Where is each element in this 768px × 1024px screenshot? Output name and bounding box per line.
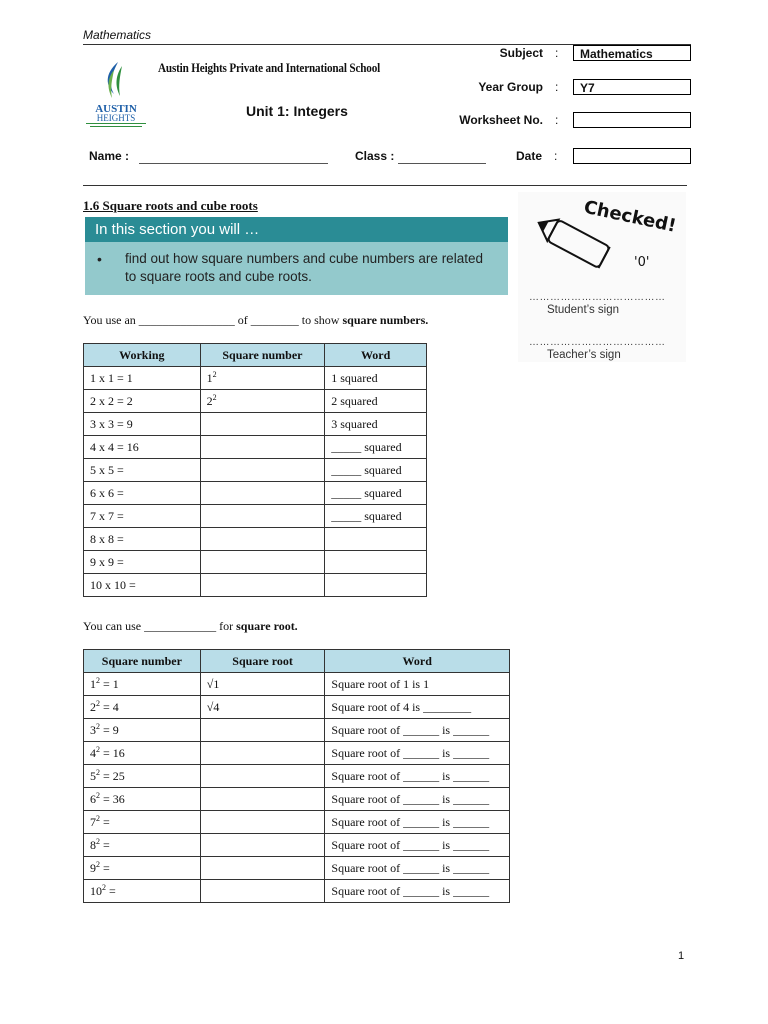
square-number-cell[interactable] — [200, 528, 325, 551]
square-number-cell — [84, 742, 201, 765]
exponent: 2 — [212, 369, 217, 379]
table-row — [84, 367, 427, 390]
column-header: Working — [84, 344, 201, 367]
exponent: 2 — [96, 790, 100, 800]
word-cell: _____ squared — [325, 459, 427, 482]
bullet: • — [97, 251, 102, 267]
base: 9 — [90, 860, 96, 875]
column-header: Square root — [200, 650, 325, 673]
word-cell[interactable] — [325, 528, 427, 551]
word-cell: 3 squared — [325, 413, 427, 436]
class-label: Class : — [355, 149, 395, 163]
sentence-text: You can use — [83, 619, 145, 633]
word-cell: Square root of ______ is ______ — [325, 788, 510, 811]
sentence-text: to show — [298, 313, 343, 327]
equals-value: = 16 — [100, 745, 125, 760]
table-row — [84, 788, 510, 811]
date-field[interactable] — [573, 148, 691, 164]
subject-field[interactable]: Mathematics — [573, 45, 691, 61]
column-header: Word — [325, 650, 510, 673]
equals-value: = — [106, 883, 116, 898]
unit-title: Unit 1: Integers — [246, 103, 348, 119]
table-row — [84, 390, 427, 413]
table-header-row — [84, 650, 510, 673]
square-number-cell — [84, 834, 201, 857]
square-number-cell[interactable] — [200, 574, 325, 597]
blank[interactable]: ________ — [250, 313, 299, 327]
table-row — [84, 696, 510, 719]
table-row — [84, 459, 427, 482]
sentence-text: You use an — [83, 313, 139, 327]
equals-value: = 36 — [100, 791, 125, 806]
colon: : — [555, 46, 559, 60]
base: 3 — [90, 722, 96, 737]
school-name: Austin Heights Private and International School — [158, 60, 381, 75]
word-cell: Square root of ______ is ______ — [325, 765, 510, 788]
square-number-base: 1 — [206, 370, 213, 385]
sentence-text: of — [234, 313, 251, 327]
equals-value: = 4 — [100, 699, 119, 714]
word-cell: _____ squared — [325, 505, 427, 528]
table-row — [84, 765, 510, 788]
word-cell: 2 squared — [325, 390, 427, 413]
year-group-field[interactable]: Y7 — [573, 79, 691, 95]
square-number-cell — [84, 788, 201, 811]
table-row — [84, 673, 510, 696]
sentence-bold: square root. — [236, 619, 298, 633]
word-cell: _____ squared — [325, 436, 427, 459]
exponent: 2 — [96, 767, 100, 777]
blank[interactable]: ____________ — [144, 619, 217, 633]
teacher-sign-label: Teacher’s sign — [547, 349, 621, 361]
table-row — [84, 811, 510, 834]
exponent: 2 — [102, 882, 106, 892]
word-cell: Square root of ______ is ______ — [325, 880, 510, 903]
student-sign-label: Student’s sign — [547, 304, 620, 316]
square-number-cell[interactable] — [200, 459, 325, 482]
checked-stamp-text: Checked! — [581, 196, 678, 237]
equals-value: = — [100, 837, 110, 852]
square-number-cell[interactable] — [200, 436, 325, 459]
table-row — [84, 413, 427, 436]
table-row — [84, 505, 427, 528]
base: 6 — [90, 791, 96, 806]
square-root-cell[interactable] — [200, 742, 325, 765]
banner-point-line-1: find out how square numbers and cube numbers are related — [125, 251, 483, 266]
word-cell[interactable] — [325, 574, 427, 597]
square-number-cell — [84, 719, 201, 742]
base: 4 — [90, 745, 96, 760]
table-header-row — [84, 344, 427, 367]
section-divider — [83, 185, 687, 186]
word-cell: Square root of ______ is ______ — [325, 857, 510, 880]
face-glyph: '0' — [634, 255, 650, 270]
colon: : — [555, 113, 559, 127]
working-cell: 7 x 7 = — [84, 505, 201, 528]
square-number-cell — [84, 696, 201, 719]
logo-text-austin: AUSTIN — [95, 103, 137, 115]
square-number-cell — [84, 673, 201, 696]
word-cell: Square root of ______ is ______ — [325, 719, 510, 742]
exponent: 2 — [96, 813, 100, 823]
word-cell: Square root of 4 is ________ — [325, 696, 510, 719]
square-number-cell — [84, 857, 201, 880]
word-cell: 1 squared — [325, 367, 427, 390]
table-row — [84, 719, 510, 742]
word-cell: _____ squared — [325, 482, 427, 505]
square-number-base: 2 — [206, 393, 213, 408]
sentence-square-root — [83, 619, 298, 634]
working-cell: 9 x 9 = — [84, 551, 201, 574]
exponent: 2 — [212, 392, 217, 402]
equals-value: = 9 — [100, 722, 119, 737]
table-row — [84, 551, 427, 574]
word-cell[interactable] — [325, 551, 427, 574]
square-root-cell[interactable] — [200, 765, 325, 788]
equals-value: = — [100, 860, 110, 875]
base: 2 — [90, 699, 96, 714]
exponent: 2 — [96, 698, 100, 708]
working-cell: 8 x 8 = — [84, 528, 201, 551]
colon: : — [555, 80, 559, 94]
sentence-text: for — [216, 619, 237, 633]
column-header: Word — [325, 344, 427, 367]
equals-value: = 1 — [100, 676, 119, 691]
square-root-cell[interactable] — [200, 811, 325, 834]
square-number-cell[interactable] — [200, 482, 325, 505]
word-cell: Square root of ______ is ______ — [325, 834, 510, 857]
student-sign-dots: ………………………………… — [529, 292, 666, 303]
square-root-cell[interactable] — [200, 857, 325, 880]
worksheet-no-field[interactable] — [573, 112, 691, 128]
subject-label: Subject — [499, 46, 543, 60]
table-row — [84, 742, 510, 765]
banner-heading: In this section you will … — [85, 217, 508, 242]
year-group-label: Year Group — [478, 80, 543, 94]
table-row — [84, 528, 427, 551]
working-cell: 3 x 3 = 9 — [84, 413, 201, 436]
name-line[interactable] — [139, 162, 328, 164]
base: 7 — [90, 814, 96, 829]
word-cell: Square root of 1 is 1 — [325, 673, 510, 696]
column-header: Square number — [84, 650, 201, 673]
table-row — [84, 482, 427, 505]
table-row — [84, 834, 510, 857]
column-header: Square number — [200, 344, 325, 367]
square-number-cell[interactable] — [200, 551, 325, 574]
word-cell: Square root of ______ is ______ — [325, 811, 510, 834]
running-title: Mathematics — [83, 28, 152, 42]
teacher-sign-dots: ………………………………… — [529, 337, 666, 348]
base: 10 — [90, 883, 102, 898]
square-root-cell[interactable] — [200, 719, 325, 742]
sentence-square-numbers — [83, 313, 428, 328]
square-number-cell[interactable] — [200, 367, 325, 390]
banner-point-line-2: to square roots and cube roots. — [125, 269, 312, 284]
exponent: 2 — [96, 836, 100, 846]
exponent: 2 — [96, 744, 100, 754]
base: 5 — [90, 768, 96, 783]
equals-value: = 25 — [100, 768, 125, 783]
working-cell: 4 x 4 = 16 — [84, 436, 201, 459]
square-number-cell[interactable] — [200, 413, 325, 436]
class-line[interactable] — [398, 162, 486, 164]
square-roots-table — [83, 649, 510, 903]
name-label: Name : — [89, 149, 130, 163]
square-number-cell — [84, 765, 201, 788]
table-row — [84, 857, 510, 880]
date-label: Date — [516, 149, 543, 163]
square-number-cell — [84, 880, 201, 903]
base: 1 — [90, 676, 96, 691]
table-row — [84, 436, 427, 459]
working-cell: 5 x 5 = — [84, 459, 201, 482]
working-cell: 2 x 2 = 2 — [84, 390, 201, 413]
banner-body — [85, 242, 508, 295]
table-row — [84, 880, 510, 903]
square-number-cell[interactable] — [200, 390, 325, 413]
school-logo — [84, 60, 148, 130]
logo-text-heights: HEIGHTS — [96, 113, 136, 123]
sentence-bold: square numbers. — [342, 313, 429, 327]
page-number: 1 — [678, 950, 685, 962]
square-number-cell — [84, 811, 201, 834]
table-row — [84, 574, 427, 597]
blank[interactable]: ________________ — [138, 313, 235, 327]
exponent: 2 — [96, 859, 100, 869]
working-cell: 1 x 1 = 1 — [84, 367, 201, 390]
worksheet-no-label: Worksheet No. — [459, 113, 543, 127]
equals-value: = — [100, 814, 110, 829]
square-root-cell: √1 — [200, 673, 325, 696]
square-root-cell[interactable] — [200, 788, 325, 811]
exponent: 2 — [96, 675, 100, 685]
checked-stamp-icon — [518, 192, 686, 272]
colon: : — [554, 149, 558, 163]
exponent: 2 — [96, 721, 100, 731]
word-cell: Square root of ______ is ______ — [325, 742, 510, 765]
square-number-cell[interactable] — [200, 505, 325, 528]
working-cell: 6 x 6 = — [84, 482, 201, 505]
base: 8 — [90, 837, 96, 852]
square-numbers-table — [83, 343, 427, 597]
square-root-cell[interactable] — [200, 880, 325, 903]
square-root-cell[interactable] — [200, 834, 325, 857]
working-cell: 10 x 10 = — [84, 574, 201, 597]
square-root-cell: √4 — [200, 696, 325, 719]
section-title: 1.6 Square roots and cube roots — [83, 198, 258, 213]
